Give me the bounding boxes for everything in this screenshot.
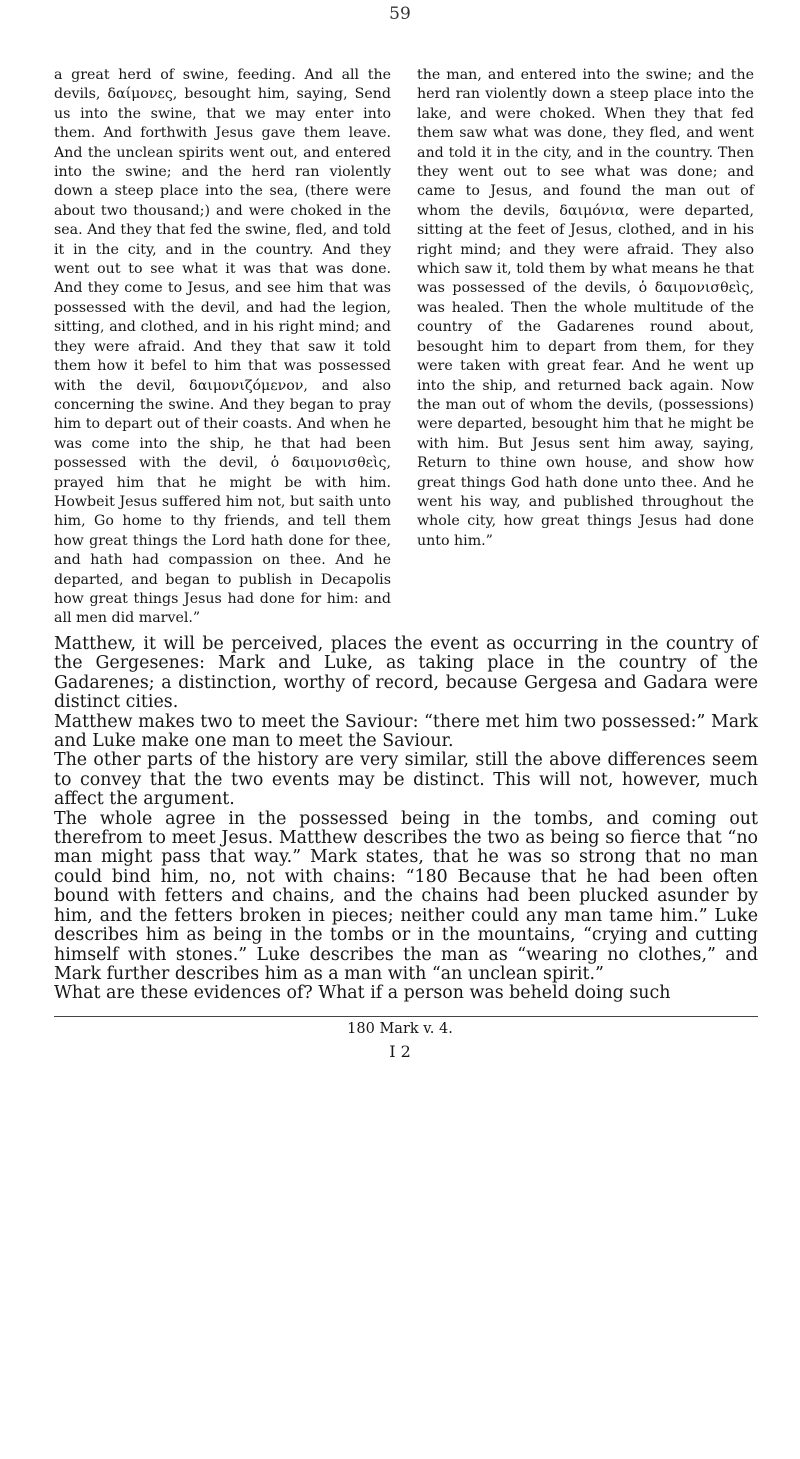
left-column (54, 66, 391, 629)
paragraph: The whole agree in the possessed being in the tombs, and coming out therefrom to meet Jesus. Matthew describes the two as being so fierce that “no man might pass that way.” Mark states, that he was so strong that no man could bind him, no, not with chains: “180 Because that he had been often bound with fetters and chains, and the chains had been plucked asunder by him, and the fetters broken in pieces; neither could any man tame him.” Luke describes him as being in the tombs or in the mountains, “crying and cutting himself with stones.” Luke describes the man as “wearing no clothes,” and Mark further describes him as a man with “an unclean spirit.” (54, 808, 758, 984)
page-number: 59 (389, 4, 411, 24)
footnote-rule (54, 1016, 758, 1017)
two-column-quotation (54, 66, 754, 629)
right-column (417, 66, 754, 629)
paragraph: Matthew, it will be perceived, places the event as occurring in the country of the Gergesenes: Mark and Luke, as taking place in the country of the Gadarenes; a distinction, worthy of record, because Gergesa and Gadara were distinct cities. (54, 634, 758, 713)
paragraph: The other parts of the history are very similar, still the above differences seem to convey that the two events may be distinct. This will not, however, much affect the argument. (54, 750, 758, 810)
paragraph: Matthew makes two to meet the Saviour: “there met him two possessed:” Mark and Luke make one man to meet the Saviour. (54, 711, 758, 752)
main-text (54, 635, 758, 1004)
right-column-text: the man, and entered into the swine; and the herd ran violently down a steep place into the lake, and were choked. When they that fed them saw what was done, they fled, and went and told it in the city, and in the country. Then they went out to see what was done; and came to Jesus, and found the man out of whom the devils, δαιμόνια, were departed, sitting at the feet of Jesus, clothed, and in his right mind; and they were afraid. They also which saw it, told them by what means he that was possessed of the devils, ὁ δαιμονισθεὶς, was healed. Then the whole multitude of the country of the Gadarenes round about, besought him to depart from them, for they were taken with great fear. And he went up into the ship, and returned back again. Now the man out of whom the devils, (possessions) were departed, besought him that he might be with him. But Jesus sent him away, saying, Return to thine own house, and show how great things God hath done unto thee. And he went his way, and published throughout the whole city, how great things Jesus had done unto him.” (417, 67, 754, 549)
footnote: 180 Mark v. 4. (347, 1021, 453, 1037)
signature-mark: I 2 (389, 1042, 411, 1061)
left-column-text: a great herd of swine, feeding. And all the devils, δαίμονες, besought him, saying, Send us into the swine, that we may enter into them. And forthwith Jesus gave them leave. And the unclean spirits went out, and entered into the swine; and the herd ran violently down a steep place into the sea, (there were about two thousand;) and were choked in the sea. And they that fed the swine, fled, and told it in the city, and in the country. And they went out to see what it was that was done. And they come to Jesus, and see him that was possessed with the devil, and had the legion, sitting, and clothed, and in his right mind; and they were afraid. And they that saw it told them how it befel to him that was possessed with the devil, δαιμονιζόμενον, and also concerning the swine. And they began to pray him to depart out of their coasts. And when he was come into the ship, he that had been possessed with the devil, ὁ δαιμονισθεὶς, prayed him that he might be with him. Howbeit Jesus suffered him not, but saith unto him, Go home to thy friends, and tell them how great things the Lord hath done for thee, and hath had compassion on thee. And he departed, and began to publish in Decapolis how great things Jesus had done for him: and all men did marvel.” (54, 67, 391, 627)
paragraph: What are these evidences of? What if a person was beheld doing such (54, 983, 671, 1004)
